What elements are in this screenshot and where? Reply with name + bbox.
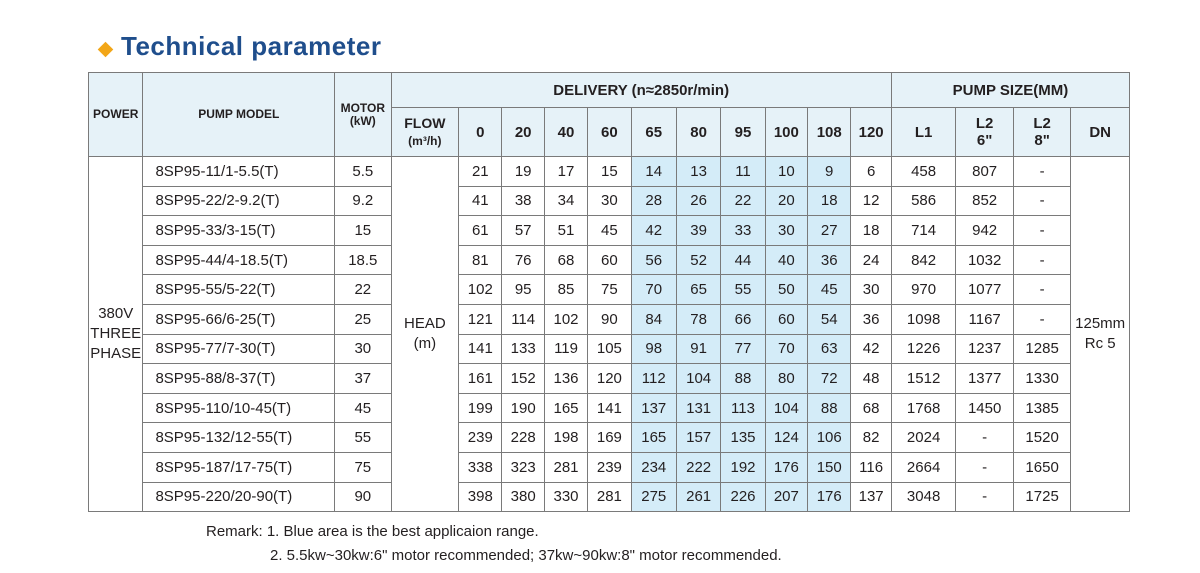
head-value: 104	[765, 393, 807, 423]
head-value: 192	[721, 452, 765, 482]
table-row	[89, 304, 1130, 334]
motor-kw: 9.2	[335, 186, 391, 216]
head-value: 281	[544, 452, 587, 482]
table-row	[89, 423, 1130, 453]
pump-model: 8SP95-88/8-37(T)	[143, 364, 335, 394]
dn-cell-line1: 125mm	[1075, 315, 1126, 333]
head-value: 105	[588, 334, 631, 364]
flow-value: 120	[851, 108, 891, 157]
head-value: 60	[765, 304, 807, 334]
pump-model: 8SP95-77/7-30(T)	[143, 334, 335, 364]
size-l2-8: 1330	[1013, 364, 1070, 394]
head-value: 228	[502, 423, 544, 453]
head-value: 95	[502, 275, 544, 305]
head-value: 61	[459, 216, 502, 246]
size-l2-8: 1285	[1013, 334, 1070, 364]
size-l2-8: 1520	[1013, 423, 1070, 453]
head-value: 261	[676, 482, 720, 512]
head-value: 102	[544, 304, 587, 334]
flow-value: 0	[459, 108, 502, 157]
head-value: 54	[808, 304, 851, 334]
head-value: 14	[631, 157, 676, 187]
size-l2-8: 1650	[1013, 452, 1070, 482]
head-cell-line2: (m)	[413, 335, 437, 353]
pump-model: 8SP95-22/2-9.2(T)	[143, 186, 335, 216]
head-value: 36	[808, 245, 851, 275]
head-value: 85	[544, 275, 587, 305]
head-value: 90	[588, 304, 631, 334]
motor-kw: 90	[335, 482, 391, 512]
header-l2-8-size: 8"	[1034, 132, 1050, 149]
head-value: 44	[721, 245, 765, 275]
head-value: 114	[502, 304, 544, 334]
head-value: 150	[808, 452, 851, 482]
power-cell-line2: THREE	[90, 325, 142, 343]
header-flow	[391, 108, 459, 157]
head-value: 88	[808, 393, 851, 423]
head-value: 63	[808, 334, 851, 364]
pump-model: 8SP95-220/20-90(T)	[143, 482, 335, 512]
remark-line-2: 2. 5.5kw~30kw:6" motor recommended; 37kw~90kw:8" motor recommended.	[270, 547, 782, 564]
head-value: 165	[631, 423, 676, 453]
table-row	[89, 482, 1130, 512]
head-value: 275	[631, 482, 676, 512]
head-value: 131	[676, 393, 720, 423]
head-value: 17	[544, 157, 587, 187]
head-cell-line1: HEAD	[403, 315, 446, 333]
motor-kw: 5.5	[335, 157, 391, 187]
header-flow-unit: (m³/h)	[408, 134, 442, 148]
head-value: 18	[851, 216, 891, 246]
head-value: 165	[544, 393, 587, 423]
size-l2-6: 1077	[956, 275, 1013, 305]
size-l2-8: -	[1013, 275, 1070, 305]
size-l2-6: -	[956, 482, 1013, 512]
head-value: 141	[459, 334, 502, 364]
header-motor-label: MOTOR	[340, 100, 386, 115]
table-row	[89, 393, 1130, 423]
head-value: 234	[631, 452, 676, 482]
flow-value: 108	[808, 108, 851, 157]
motor-kw: 37	[335, 364, 391, 394]
head-value: 57	[502, 216, 544, 246]
head-value: 40	[765, 245, 807, 275]
head-value: 6	[851, 157, 891, 187]
head-value: 36	[851, 304, 891, 334]
size-l1: 1226	[891, 334, 956, 364]
size-l2-6: 807	[956, 157, 1013, 187]
remark-line-1: Remark: 1. Blue area is the best applicaion range.	[206, 523, 539, 540]
header-power: POWER	[89, 73, 143, 157]
header-delivery: DELIVERY (n≈2850r/min)	[391, 73, 891, 108]
header-motor-unit: (kW)	[349, 113, 376, 128]
head-value: 76	[502, 245, 544, 275]
head-value: 24	[851, 245, 891, 275]
head-value: 48	[851, 364, 891, 394]
head-value: 161	[459, 364, 502, 394]
motor-kw: 55	[335, 423, 391, 453]
head-value: 281	[588, 482, 631, 512]
head-value: 157	[676, 423, 720, 453]
head-value: 13	[676, 157, 720, 187]
flow-value: 20	[502, 108, 544, 157]
head-value: 141	[588, 393, 631, 423]
head-value: 70	[631, 275, 676, 305]
head-value: 169	[588, 423, 631, 453]
size-l1: 1098	[891, 304, 956, 334]
header-l2-8-label: L2	[1033, 115, 1051, 132]
diamond-bullet-icon	[98, 41, 114, 57]
head-value: 30	[588, 186, 631, 216]
head-value: 176	[808, 482, 851, 512]
size-l1: 2664	[891, 452, 956, 482]
dn-cell	[1071, 157, 1130, 512]
head-value: 56	[631, 245, 676, 275]
head-value: 323	[502, 452, 544, 482]
head-value: 18	[808, 186, 851, 216]
head-value: 42	[851, 334, 891, 364]
size-l1: 714	[891, 216, 956, 246]
head-value: 70	[765, 334, 807, 364]
size-l2-6: 1450	[956, 393, 1013, 423]
head-value: 199	[459, 393, 502, 423]
flow-value: 95	[721, 108, 765, 157]
motor-kw: 22	[335, 275, 391, 305]
motor-kw: 30	[335, 334, 391, 364]
head-value: 239	[459, 423, 502, 453]
head-value: 55	[721, 275, 765, 305]
head-value: 120	[588, 364, 631, 394]
head-value: 82	[851, 423, 891, 453]
head-value: 30	[851, 275, 891, 305]
head-value: 137	[631, 393, 676, 423]
head-value: 19	[502, 157, 544, 187]
size-l1: 842	[891, 245, 956, 275]
head-value: 75	[588, 275, 631, 305]
head-value: 72	[808, 364, 851, 394]
size-l2-8: 1725	[1013, 482, 1070, 512]
head-value: 68	[851, 393, 891, 423]
size-l2-6: 852	[956, 186, 1013, 216]
head-value: 9	[808, 157, 851, 187]
head-value: 41	[459, 186, 502, 216]
size-l1: 586	[891, 186, 956, 216]
power-cell-line3: PHASE	[90, 345, 142, 363]
table-row	[89, 364, 1130, 394]
head-value: 22	[721, 186, 765, 216]
table-row	[89, 186, 1130, 216]
head-value: 121	[459, 304, 502, 334]
head-value: 10	[765, 157, 807, 187]
header-l2-6-label: L2	[975, 115, 994, 132]
size-l1: 3048	[891, 482, 956, 512]
head-value: 207	[765, 482, 807, 512]
head-cell	[391, 157, 459, 512]
head-value: 51	[544, 216, 587, 246]
head-value: 78	[676, 304, 720, 334]
head-value: 102	[459, 275, 502, 305]
head-value: 222	[676, 452, 720, 482]
table-row	[89, 275, 1130, 305]
motor-kw: 25	[335, 304, 391, 334]
table-row	[89, 216, 1130, 246]
page-title	[100, 28, 381, 64]
head-value: 137	[851, 482, 891, 512]
flow-value: 80	[676, 108, 720, 157]
pump-model: 8SP95-66/6-25(T)	[143, 304, 335, 334]
head-value: 119	[544, 334, 587, 364]
dn-cell-line2: Rc 5	[1084, 335, 1116, 353]
power-cell-line1: 380V	[98, 305, 134, 323]
pump-model: 8SP95-11/1-5.5(T)	[143, 157, 335, 187]
head-value: 34	[544, 186, 587, 216]
table-row	[89, 245, 1130, 275]
head-value: 133	[502, 334, 544, 364]
head-value: 28	[631, 186, 676, 216]
size-l1: 970	[891, 275, 956, 305]
head-value: 30	[765, 216, 807, 246]
motor-kw: 75	[335, 452, 391, 482]
head-value: 190	[502, 393, 544, 423]
remarks	[206, 520, 782, 568]
size-l2-8: -	[1013, 186, 1070, 216]
size-l1: 1768	[891, 393, 956, 423]
head-value: 152	[502, 364, 544, 394]
head-value: 77	[721, 334, 765, 364]
head-value: 26	[676, 186, 720, 216]
header-flow-label: FLOW	[404, 115, 446, 131]
head-value: 239	[588, 452, 631, 482]
head-value: 33	[721, 216, 765, 246]
size-l1: 1512	[891, 364, 956, 394]
head-value: 45	[808, 275, 851, 305]
size-l2-6: -	[956, 423, 1013, 453]
head-value: 112	[631, 364, 676, 394]
pump-model: 8SP95-44/4-18.5(T)	[143, 245, 335, 275]
size-l2-6: 1377	[956, 364, 1013, 394]
head-value: 113	[721, 393, 765, 423]
size-l2-6: 1032	[956, 245, 1013, 275]
head-value: 330	[544, 482, 587, 512]
pump-model: 8SP95-55/5-22(T)	[143, 275, 335, 305]
head-value: 65	[676, 275, 720, 305]
head-value: 50	[765, 275, 807, 305]
header-l2-8	[1013, 108, 1070, 157]
head-value: 52	[676, 245, 720, 275]
head-value: 27	[808, 216, 851, 246]
head-value: 198	[544, 423, 587, 453]
header-motor	[335, 73, 391, 157]
head-value: 38	[502, 186, 544, 216]
power-cell	[89, 157, 143, 512]
flow-value: 100	[765, 108, 807, 157]
size-l2-6: 1237	[956, 334, 1013, 364]
motor-kw: 15	[335, 216, 391, 246]
header-dn: DN	[1071, 108, 1130, 157]
head-value: 226	[721, 482, 765, 512]
table-row	[89, 452, 1130, 482]
head-value: 20	[765, 186, 807, 216]
head-value: 42	[631, 216, 676, 246]
pump-model: 8SP95-33/3-15(T)	[143, 216, 335, 246]
head-value: 106	[808, 423, 851, 453]
motor-kw: 18.5	[335, 245, 391, 275]
head-value: 124	[765, 423, 807, 453]
head-value: 11	[721, 157, 765, 187]
pump-model: 8SP95-132/12-55(T)	[143, 423, 335, 453]
size-l2-8: -	[1013, 304, 1070, 334]
head-value: 12	[851, 186, 891, 216]
size-l2-6: 942	[956, 216, 1013, 246]
header-pump-size: PUMP SIZE(MM)	[891, 73, 1129, 108]
flow-value: 40	[544, 108, 587, 157]
table-row	[89, 334, 1130, 364]
size-l2-8: -	[1013, 245, 1070, 275]
head-value: 15	[588, 157, 631, 187]
head-value: 21	[459, 157, 502, 187]
title-text: Technical parameter	[121, 30, 382, 61]
head-value: 380	[502, 482, 544, 512]
size-l2-8: 1385	[1013, 393, 1070, 423]
size-l1: 2024	[891, 423, 956, 453]
pump-model: 8SP95-187/17-75(T)	[143, 452, 335, 482]
size-l2-6: -	[956, 452, 1013, 482]
header-l1: L1	[891, 108, 956, 157]
head-value: 66	[721, 304, 765, 334]
head-value: 60	[588, 245, 631, 275]
head-value: 84	[631, 304, 676, 334]
flow-value: 60	[588, 108, 631, 157]
head-value: 135	[721, 423, 765, 453]
pump-model: 8SP95-110/10-45(T)	[143, 393, 335, 423]
size-l2-6: 1167	[956, 304, 1013, 334]
header-l2-6	[956, 108, 1013, 157]
head-value: 116	[851, 452, 891, 482]
head-value: 88	[721, 364, 765, 394]
head-value: 136	[544, 364, 587, 394]
head-value: 45	[588, 216, 631, 246]
head-value: 91	[676, 334, 720, 364]
head-value: 80	[765, 364, 807, 394]
head-value: 81	[459, 245, 502, 275]
technical-parameter-table	[88, 72, 1130, 512]
header-l2-6-size: 6"	[976, 132, 993, 149]
head-value: 176	[765, 452, 807, 482]
size-l1: 458	[891, 157, 956, 187]
flow-value: 65	[631, 108, 676, 157]
table-body	[89, 157, 1130, 512]
header-pump-model: PUMP MODEL	[143, 73, 335, 157]
motor-kw: 45	[335, 393, 391, 423]
head-value: 39	[676, 216, 720, 246]
size-l2-8: -	[1013, 216, 1070, 246]
table-row	[89, 157, 1130, 187]
head-value: 68	[544, 245, 587, 275]
head-value: 98	[631, 334, 676, 364]
head-value: 398	[459, 482, 502, 512]
size-l2-8: -	[1013, 157, 1070, 187]
head-value: 338	[459, 452, 502, 482]
head-value: 104	[676, 364, 720, 394]
